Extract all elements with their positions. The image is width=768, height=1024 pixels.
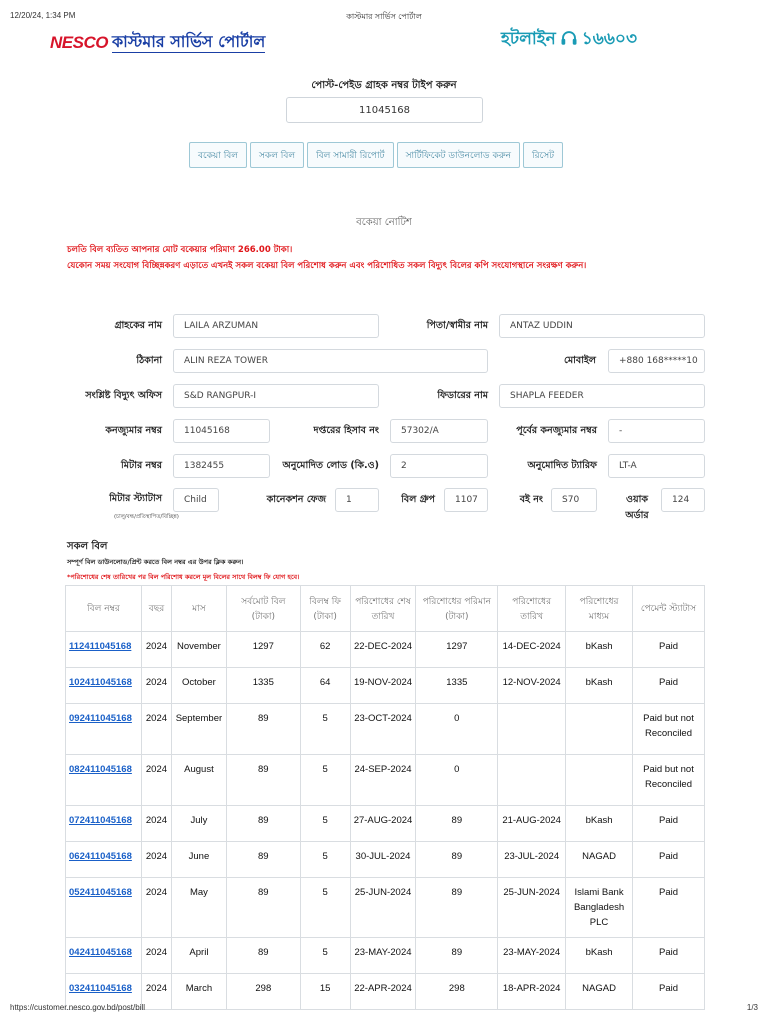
connection-phase-field: 1 <box>335 488 379 512</box>
table-cell: NAGAD <box>566 842 633 878</box>
table-cell: 14-DEC-2024 <box>498 632 566 668</box>
table-cell: 2024 <box>141 878 171 938</box>
table-cell: 18-APR-2024 <box>498 974 566 1010</box>
table-cell: 2024 <box>141 842 171 878</box>
table-cell: March <box>171 974 226 1010</box>
column-header: বছর <box>141 586 171 632</box>
feeder-label: ফিডারের নাম <box>437 390 488 401</box>
table-cell: 298 <box>226 974 300 1010</box>
bills-late-fee-notice: *পরিশোধের শেষ তারিখের পর বিল পরিশোধ করলে মূল বিলের সাথে বিলম্ব ফি যোগ হবে। <box>67 573 300 581</box>
column-header: পরিশোধের তারিখ <box>498 586 566 632</box>
table-cell <box>498 755 566 806</box>
notice-warning: যেকোন সময় সংযোগ বিচ্ছিন্নকরণ এড়াতে এখনই সকল বকেয়া বিল পরিশোধ করুন এবং পরিশোধিত সকল বিদ্যুৎ বিলের কপি সংযোগস্থানে সংরক্ষণ করুন। <box>67 261 587 271</box>
table-cell: 89 <box>226 806 300 842</box>
print-footer <box>0 1003 768 1015</box>
certificate-download-button[interactable]: সার্টিফিকেট ডাউনলোড করুন <box>397 142 520 168</box>
brand[interactable] <box>50 27 265 53</box>
column-header: পেমেন্ট স্ট্যাটাস <box>633 586 705 632</box>
hotline-label: হটলাইন <box>501 29 556 49</box>
column-header: সর্বমোট বিল (টাকা) <box>226 586 300 632</box>
table-row <box>66 704 705 755</box>
table-cell: 89 <box>416 878 498 938</box>
table-cell: 24-SEP-2024 <box>350 755 416 806</box>
table-row <box>66 878 705 938</box>
table-cell: 62 <box>300 632 350 668</box>
table-cell: 25-JUN-2024 <box>498 878 566 938</box>
meter-status-label: মিটার স্ট্যাটাস <box>109 493 162 504</box>
table-cell: 5 <box>300 842 350 878</box>
account-number-field: 57302/A <box>390 419 488 443</box>
table-cell: September <box>171 704 226 755</box>
table-header-row <box>66 586 705 632</box>
print-datetime: 12/20/24, 1:34 PM <box>10 11 76 20</box>
meter-number-field: 1382455 <box>173 454 270 478</box>
action-buttons <box>189 142 563 168</box>
mobile-field: +880 168*****10 <box>608 349 705 373</box>
book-number-label: বই নং <box>519 494 543 505</box>
table-row <box>66 938 705 974</box>
bill-number-link[interactable]: 092411045168 <box>66 704 142 755</box>
table-cell: 5 <box>300 704 350 755</box>
table-cell: 5 <box>300 938 350 974</box>
bill-summary-button[interactable]: বিল সামারী রিপোর্ট <box>307 142 393 168</box>
table-cell: October <box>171 668 226 704</box>
approved-tariff-label: অনুমোদিত ট্যারিফ <box>527 460 597 471</box>
table-cell: 89 <box>226 938 300 974</box>
table-cell: 1335 <box>226 668 300 704</box>
table-cell: 12-NOV-2024 <box>498 668 566 704</box>
table-cell: Paid <box>633 632 705 668</box>
table-cell: April <box>171 938 226 974</box>
table-cell <box>566 704 633 755</box>
account-number-label: দপ্তরের হিসাব নং <box>313 425 379 436</box>
previous-consumer-label: পূর্বের কনজ্যুমার নম্বর <box>516 425 597 436</box>
table-cell: 27-AUG-2024 <box>350 806 416 842</box>
notice-due-amount: চলতি বিল ব্যতিত আপনার মোট বকেয়ার পরিমাণ 266.00 টাকা। <box>67 245 293 255</box>
connection-phase-label: কানেকশন ফেজ <box>266 494 326 505</box>
table-cell: 2024 <box>141 704 171 755</box>
customer-number-input[interactable] <box>286 97 483 123</box>
table-row <box>66 632 705 668</box>
consumer-number-field: 11045168 <box>173 419 270 443</box>
table-cell: 21-AUG-2024 <box>498 806 566 842</box>
bill-number-link[interactable]: 052411045168 <box>66 878 142 938</box>
table-cell: bKash <box>566 806 633 842</box>
table-cell: 1297 <box>226 632 300 668</box>
bill-number-link[interactable]: 072411045168 <box>66 806 142 842</box>
meter-number-label: মিটার নম্বর <box>121 460 162 471</box>
consumer-number-label: কনজ্যুমার নম্বর <box>105 425 162 436</box>
table-cell: 22-DEC-2024 <box>350 632 416 668</box>
table-cell: Paid <box>633 938 705 974</box>
table-cell: 23-MAY-2024 <box>498 938 566 974</box>
table-cell: 298 <box>416 974 498 1010</box>
meter-status-hint: (চালু/বন্ধ/প্রতিস্থাপিত/বিচ্ছিন্ন) <box>114 514 179 520</box>
table-cell: Paid <box>633 842 705 878</box>
table-cell: 64 <box>300 668 350 704</box>
print-url: https://customer.nesco.gov.bd/post/bill <box>10 1003 146 1012</box>
table-cell: 89 <box>226 755 300 806</box>
headphone-icon <box>560 29 578 52</box>
table-cell: 2024 <box>141 806 171 842</box>
nesco-logo: NESCO <box>50 33 108 52</box>
table-cell: 23-OCT-2024 <box>350 704 416 755</box>
table-cell: 19-NOV-2024 <box>350 668 416 704</box>
table-cell: Paid <box>633 974 705 1010</box>
column-header: পরিশোধের মাধ্যম <box>566 586 633 632</box>
table-cell: 2024 <box>141 632 171 668</box>
walk-order-field: 124 <box>661 488 705 512</box>
table-cell: Paid but not Reconciled <box>633 755 705 806</box>
table-cell: 1335 <box>416 668 498 704</box>
table-cell: 2024 <box>141 755 171 806</box>
office-label: সংশ্লিষ্ট বিদ্যুৎ অফিস <box>85 390 162 401</box>
table-cell: May <box>171 878 226 938</box>
table-cell: 2024 <box>141 938 171 974</box>
approved-load-label: অনুমোদিত লোড (কি.ও) <box>282 460 379 471</box>
meter-status-field: Child <box>173 488 219 512</box>
office-field: S&D RANGPUR-I <box>173 384 379 408</box>
mobile-label: মোবাইল <box>564 355 596 366</box>
reset-button[interactable]: রিসেট <box>523 142 563 168</box>
print-page-number: 1/3 <box>746 1003 758 1012</box>
feeder-field: SHAPLA FEEDER <box>499 384 705 408</box>
address-label: ঠিকানা <box>136 355 162 366</box>
table-cell: Paid but not Reconciled <box>633 704 705 755</box>
customer-name-label: গ্রাহকের নাম <box>114 320 162 331</box>
bill-number-link[interactable]: 112411045168 <box>66 632 142 668</box>
bill-number-link[interactable]: 082411045168 <box>66 755 142 806</box>
table-row <box>66 842 705 878</box>
hotline-number: ১৬৬০৩ <box>581 29 638 49</box>
table-cell: 89 <box>226 842 300 878</box>
hotline <box>501 26 637 54</box>
table-cell <box>498 704 566 755</box>
table-cell: Paid <box>633 806 705 842</box>
table-cell: November <box>171 632 226 668</box>
bill-group-field: 1107 <box>444 488 488 512</box>
bills-table <box>65 585 705 1010</box>
search-title: পোস্ট-পেইড গ্রাহক নম্বর টাইপ করুন <box>311 80 457 91</box>
table-cell: Paid <box>633 668 705 704</box>
bill-number-link[interactable]: 062411045168 <box>66 842 142 878</box>
father-name-field: ANTAZ UDDIN <box>499 314 705 338</box>
customer-name-field: LAILA ARZUMAN <box>173 314 379 338</box>
column-header: মাস <box>171 586 226 632</box>
table-cell: 15 <box>300 974 350 1010</box>
walk-order-label: ওয়াক অর্ডার <box>625 494 649 521</box>
table-cell: 0 <box>416 755 498 806</box>
table-cell: 5 <box>300 806 350 842</box>
table-cell: 23-JUL-2024 <box>498 842 566 878</box>
table-cell: Paid <box>633 878 705 938</box>
column-header: পরিশোধের পরিমান (টাকা) <box>416 586 498 632</box>
notice-title: বকেয়া নোটিশ <box>356 217 412 228</box>
column-header: বিল নম্বর <box>66 586 142 632</box>
table-cell: 0 <box>416 704 498 755</box>
table-cell: 25-JUN-2024 <box>350 878 416 938</box>
table-cell: 89 <box>226 704 300 755</box>
table-cell: 22-APR-2024 <box>350 974 416 1010</box>
table-cell: 89 <box>416 842 498 878</box>
portal-title: কাস্টমার সার্ভিস পোর্টাল <box>111 32 266 51</box>
table-cell: bKash <box>566 632 633 668</box>
table-cell: 2024 <box>141 974 171 1010</box>
previous-consumer-field: - <box>608 419 705 443</box>
table-cell: 89 <box>226 878 300 938</box>
bill-number-link[interactable]: 032411045168 <box>66 974 142 1010</box>
table-cell: 2024 <box>141 668 171 704</box>
table-row <box>66 806 705 842</box>
column-header: বিলম্ব ফি (টাকা) <box>300 586 350 632</box>
table-cell: August <box>171 755 226 806</box>
print-header <box>0 11 768 23</box>
all-bills-title: সকল বিল <box>67 541 108 552</box>
table-cell: June <box>171 842 226 878</box>
approved-tariff-field: LT-A <box>608 454 705 478</box>
table-cell: 5 <box>300 878 350 938</box>
table-cell: bKash <box>566 668 633 704</box>
table-cell: July <box>171 806 226 842</box>
table-cell: NAGAD <box>566 974 633 1010</box>
book-number-field: S70 <box>551 488 597 512</box>
print-title: কাস্টমার সার্ভিস পোর্টাল <box>346 12 422 21</box>
table-cell: 23-MAY-2024 <box>350 938 416 974</box>
table-cell <box>566 755 633 806</box>
bills-download-instruction: সম্পূর্ণ বিল ডাউনলোড/প্রিন্ট করতে বিল নম্বর এর উপর ক্লিক করুন। <box>67 558 244 566</box>
table-cell: bKash <box>566 938 633 974</box>
bill-number-link[interactable]: 102411045168 <box>66 668 142 704</box>
table-cell: 1297 <box>416 632 498 668</box>
table-cell: 5 <box>300 755 350 806</box>
table-cell: 30-JUL-2024 <box>350 842 416 878</box>
address-field: ALIN REZA TOWER <box>173 349 488 373</box>
bill-number-link[interactable]: 042411045168 <box>66 938 142 974</box>
table-cell: 89 <box>416 938 498 974</box>
table-row <box>66 755 705 806</box>
table-cell: Islami Bank Bangladesh PLC <box>566 878 633 938</box>
bill-group-label: বিল গ্রুপ <box>401 494 435 505</box>
all-bills-button[interactable]: সকল বিল <box>250 142 304 168</box>
father-name-label: পিতা/স্বামীর নাম <box>426 320 488 331</box>
approved-load-field: 2 <box>390 454 488 478</box>
table-cell: 89 <box>416 806 498 842</box>
due-bill-button[interactable]: বকেয়া বিল <box>189 142 247 168</box>
table-row <box>66 668 705 704</box>
column-header: পরিশোধের শেষ তারিখ <box>350 586 416 632</box>
